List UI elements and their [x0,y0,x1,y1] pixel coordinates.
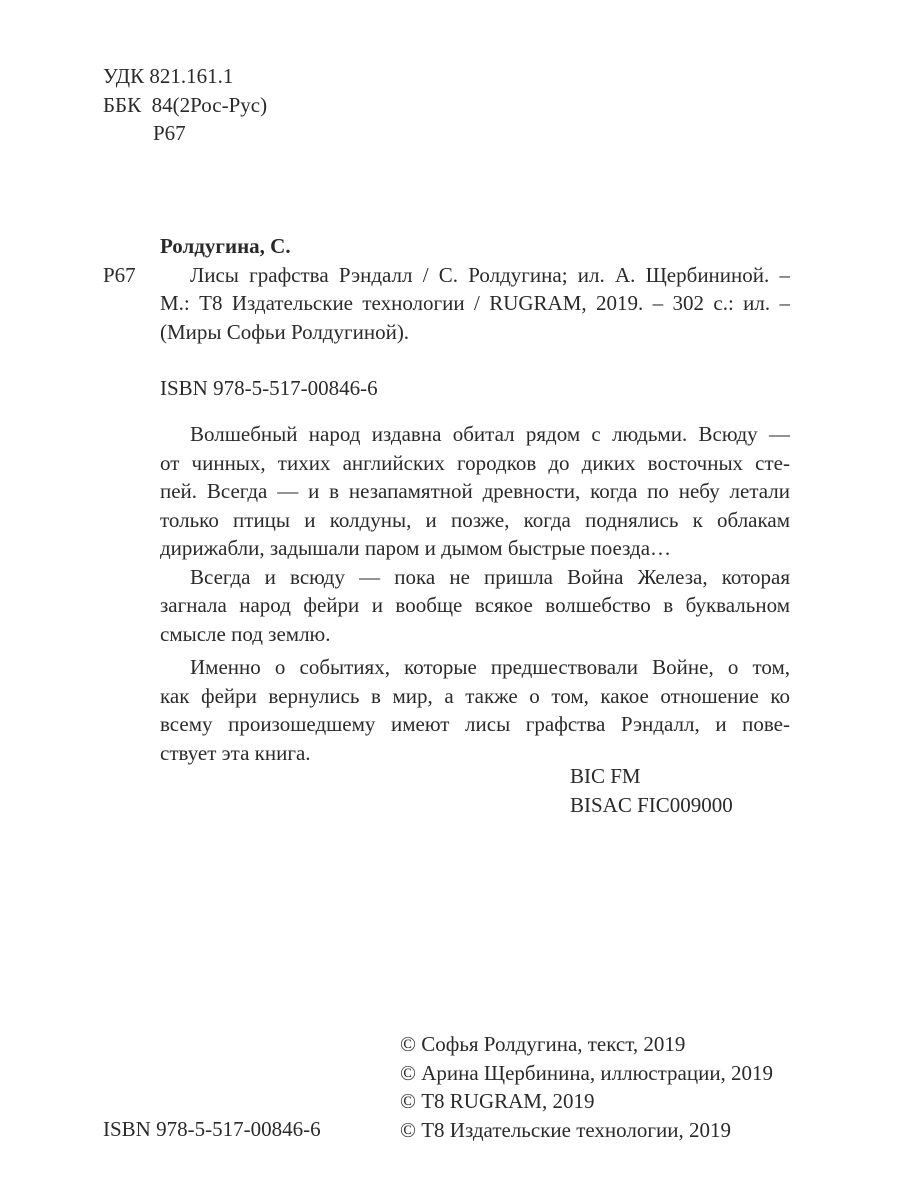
bbk-code: ББК 84(2Рос-Рус) [103,92,268,117]
bic-code: BIC FM [570,764,641,788]
annotation-line: пей. Всегда — и в незапамятной древности, когда по небу летали [160,479,790,503]
copyright-block [400,1030,773,1144]
record-line: М.: Т8 Издательские технологии / RUGRAM, 2019. – 302 с.: ил. – [160,291,790,315]
copyright-line: © Т8 RUGRAM, 2019 [400,1089,595,1113]
annotation-line: только птицы и колдуны, и позже, когда поднялись к облакам [160,507,790,532]
copyright-line: © Т8 Издательские технологии, 2019 [400,1117,731,1142]
copyright-line: © Арина Щербинина, иллюстрации, 2019 [400,1060,774,1085]
copyright-line: © Софья Ролдугина, текст, 2019 [400,1032,686,1056]
annotation-line: как фейри вернулись в мир, а также о том, какое отношение ко [160,683,790,708]
annotation-line: Именно о событиях, которые предшествовали Войне, о том, [190,655,790,679]
annotation-line: смысле под землю. [160,621,331,646]
record-sign: Р67 [103,263,136,287]
bisac-code: BISAC FIC009000 [570,792,733,817]
annotation-paragraph [160,420,790,563]
record-isbn: ISBN 978-5-517-00846-6 [160,376,378,400]
annotation-line: дирижабли, задышали паром и дымом быстрые поезда… [160,536,672,560]
annotation-line: всему произошедшему имеют лисы графства Рэндалл, и пове- [160,712,790,736]
annotation [160,420,790,767]
record-line: Лисы графства Рэндалл / С. Ролдугина; ил. А. Щербининой. – [190,262,790,287]
footer-isbn: ISBN 978-5-517-00846-6 [103,1117,321,1141]
udk-code: УДК 821.161.1 [103,64,234,88]
annotation-line: Всегда и всюду — пока не пришла Война Железа, которая [190,564,790,589]
subject-codes [570,762,733,819]
annotation-line: загнала народ фейри и вообще всякое волшебство в буквальном [160,593,790,617]
annotation-paragraph [160,653,790,767]
classification-block [103,62,267,148]
author-sign: Р67 [153,121,186,145]
annotation-line: от чинных, тихих английских городков до диких восточных сте- [160,450,790,475]
annotation-line: Волшебный народ издавна обитал рядом с людьми. Всюду — [190,422,790,446]
record-author: Ролдугина, С. [160,234,291,258]
record-line: (Миры Софьи Ролдугиной). [160,319,410,344]
annotation-paragraph [160,563,790,649]
bibliographic-record [160,232,790,403]
annotation-line: ствует эта книга. [160,740,311,765]
